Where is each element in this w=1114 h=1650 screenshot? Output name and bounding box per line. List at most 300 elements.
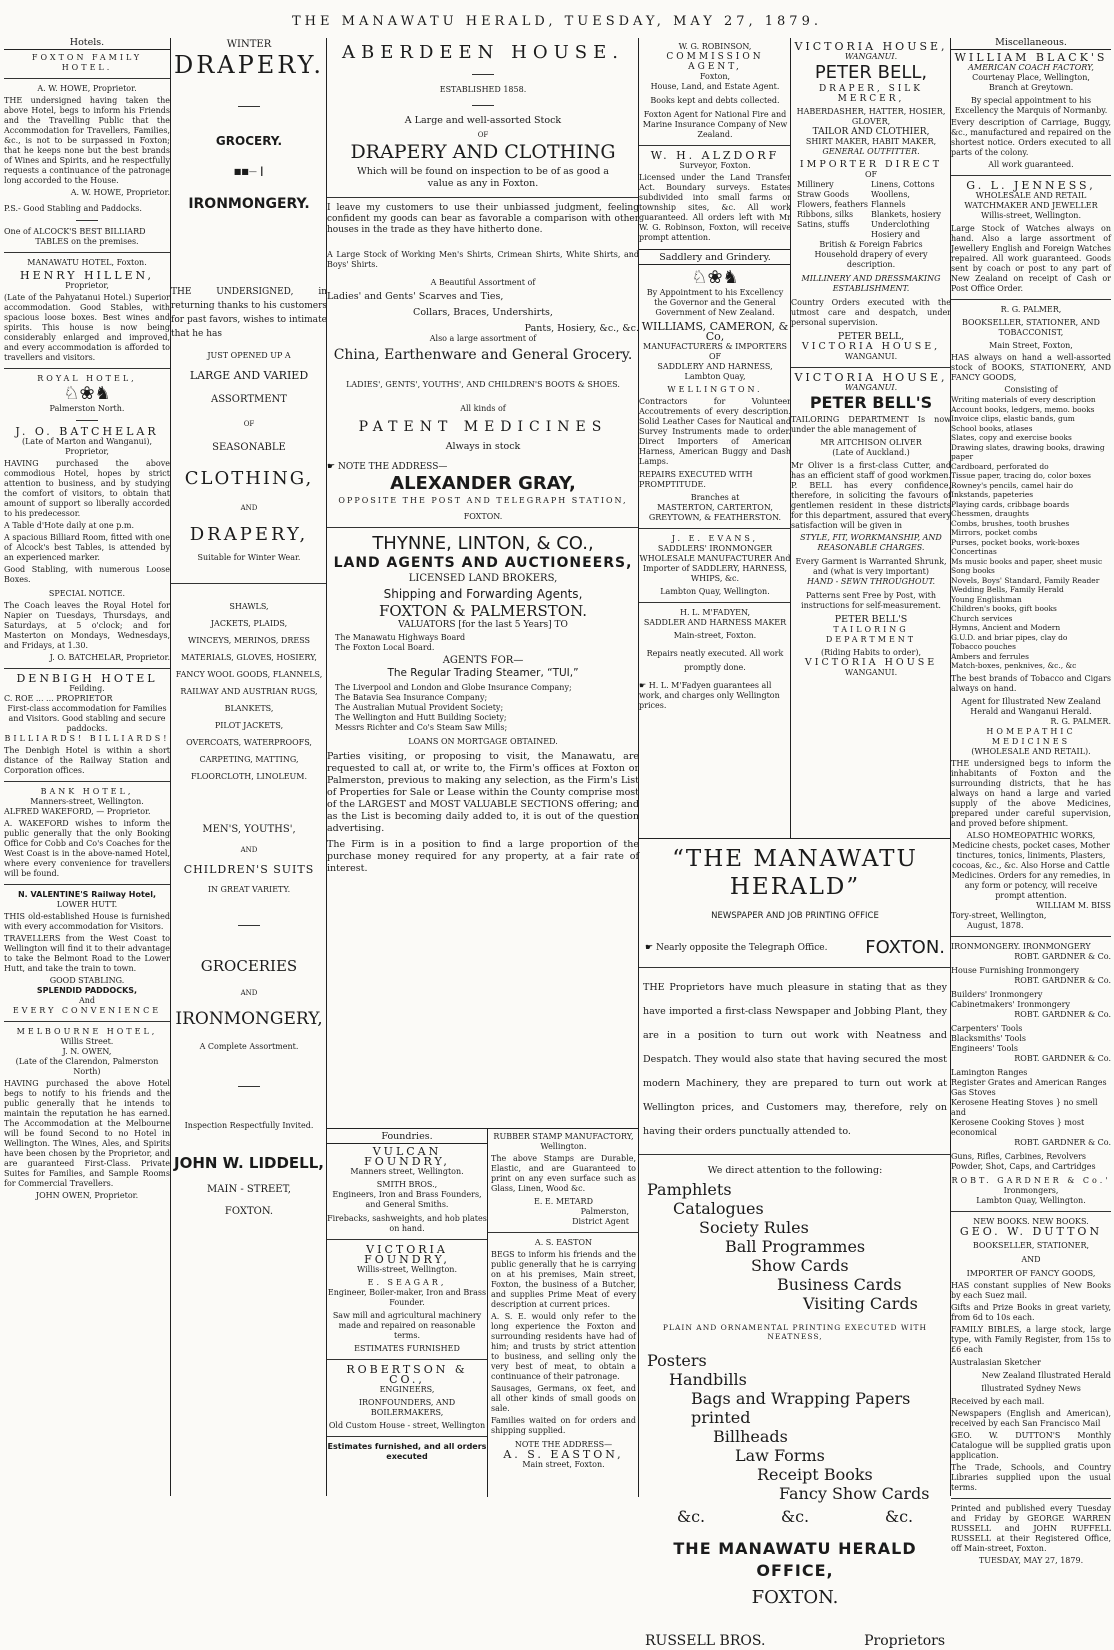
complete-assortment: A Complete Assortment. — [199, 1042, 299, 1051]
herald-etc-row — [639, 1507, 951, 1526]
and-label-1: AND — [240, 504, 258, 512]
palmer-sign: R. G. PALMER. — [1050, 716, 1111, 726]
pointing-hand-icon: ☛ — [327, 462, 338, 472]
stationery-item: Writing materials of every description — [951, 395, 1096, 404]
note-address — [327, 462, 639, 472]
print-item: Visiting Cards — [803, 1294, 918, 1313]
billiard-line-2: TABLES on the premises. — [35, 237, 139, 246]
foxton-ps: P.S.- Good Stabling and Paddocks. — [4, 204, 142, 213]
companies-list — [327, 683, 639, 733]
peter-bells-title: PETER BELL'S — [809, 393, 933, 412]
goods-right — [871, 180, 945, 240]
stationery-item: Ms music books and paper, sheet music — [951, 556, 1103, 566]
dutton-role: BOOKSELLER, STATIONER, — [972, 1240, 1090, 1250]
palmer-agent: Agent for Illustrated New Zealand Herald and Wanganui Herald. — [961, 696, 1101, 716]
hillen-name: HENRY HILLEN, — [20, 269, 154, 282]
print-item: Law Forms — [735, 1446, 825, 1465]
drapery-heading: DRAPERY. — [173, 51, 325, 79]
print-item: Catalogues — [673, 1199, 764, 1218]
stationery-item: Rowney's pencils, camel hair do — [951, 480, 1074, 490]
valuators: VALUATORS [for the last 5 Years] TO — [398, 620, 568, 630]
mens-youths: MEN'S, YOUTHS', — [202, 824, 296, 835]
print-item: Fancy Show Cards — [779, 1484, 930, 1503]
column-hotels — [4, 38, 170, 1496]
royal-body: HAVING purchased the above commodious Hotel, hopes by strict attention to business, and by studying the comfort of visitors, to obtain that amount of support so liberally accorded to his predecessor. — [4, 459, 170, 518]
alzdorf-surveyor: Surveyor, Foxton. — [679, 161, 751, 170]
batchelar-late: (Late of Marton and Wanganui), — [22, 437, 152, 446]
general-outfitter: GENERAL OUTFITTER. — [822, 147, 920, 156]
robinson-books: Books kept and debts collected. — [650, 96, 780, 105]
pointing-hand-icon: ☛ — [645, 943, 656, 953]
gardner-head: IRONMONGERY. IRONMONGERY — [951, 941, 1091, 951]
gardner-4: ROBT. GARDNER & Co. — [1014, 1053, 1111, 1063]
seagar-body: Engineer, Boiler-maker, Iron and Brass Founder. — [327, 1288, 487, 1307]
foxton-palmerston: FOXTON & PALMERSTON. — [378, 602, 588, 620]
builders: Builders' Ironmongery — [951, 989, 1043, 999]
patterns-free: Patterns sent Free by Post, with instructions for self-measurement. — [801, 591, 941, 610]
main-street: MAIN - STREET, — [207, 1184, 291, 1195]
denbigh-place: Feilding. — [69, 684, 105, 693]
jenness-name: G. L. JENNESS, — [966, 179, 1096, 192]
boots-shoes: LADIES', GENTS', YOUTHS', AND CHILDREN'S BOOTS & SHOES. — [346, 380, 620, 389]
billiard-line-1: One of ALCOCK'S BEST BILLIARD — [4, 227, 146, 236]
biss-place: Tory-street, Wellington, — [951, 910, 1047, 920]
seasonable-label: SEASONABLE — [212, 442, 286, 453]
childrens-suits: CHILDREN'S SUITS — [183, 863, 315, 876]
print-item: Ball Programmes — [725, 1237, 866, 1256]
valentine-and: And — [78, 996, 96, 1005]
herald-foxton: FOXTON. — [865, 937, 945, 958]
easton-note: NOTE THE ADDRESS— — [514, 1440, 613, 1449]
herald-etc-1: &c. — [676, 1507, 706, 1526]
special-body: The Coach leaves the Royal Hotel for Napier on Tuesdays, Thursdays, and Saturdays, at 5 o'clock; and for Masterton on Mondays, Wednesdays, and Fridays, at 1.30. — [4, 601, 170, 650]
peter-bell-2: PETER BELL, — [837, 331, 905, 342]
wanganui-4: WANGANUI. — [844, 668, 898, 677]
board-item: The Manawatu Highways Board — [335, 633, 466, 642]
biss-name: WILLIAM M. BISS — [1036, 900, 1111, 910]
goods-item: Underclothing — [871, 220, 930, 229]
oliver-body: Mr Oliver is a first-class Cutter, and has an efficient staff of good workmen. P. BELL has every confidence, therefore, in soliciting the favours of gentlemen resident in these districts for this department, assured that every satisfaction will be given in — [791, 461, 951, 530]
saw-mill: Saw mill and agricultural machinery made and repaired on reasonable terms. — [332, 1311, 482, 1340]
shipping-agents: Shipping and Forwarding Agents, — [383, 587, 583, 601]
foxton-label: FOXTON. — [463, 512, 503, 521]
foundries-title: Foundries. — [327, 1132, 487, 1144]
clothing-item: BLANKETS, — [224, 704, 274, 713]
liddell-name: JOHN W. LIDDELL, — [173, 1154, 324, 1172]
black-special: By special appointment to his Excellency the Marquis of Normanby. — [954, 96, 1108, 115]
company-item: Messrs Richter and Co's Steam Saw Mills; — [335, 723, 508, 732]
column-aberdeen — [326, 38, 639, 1496]
alexander-gray: ALEXANDER GRAY, — [390, 473, 576, 494]
stationery-item: Ambers and ferrules — [951, 651, 1029, 661]
clothing-item: WINCEYS, MERINOS, DRESS MATERIALS, GLOVES, HOSIERY, — [181, 636, 317, 662]
biss-date: August, 1878. — [967, 920, 1024, 930]
vulcan-place: Manners street, Wellington. — [350, 1167, 464, 1176]
wellington-label: WELLINGTON. — [667, 385, 763, 394]
clothing-items-list — [171, 598, 327, 785]
herald-direct: We direct attention to the following: — [707, 1165, 883, 1176]
page — [4, 37, 1111, 1649]
stationery-item: Match-boxes, penknives, &c., &c — [951, 661, 1077, 670]
metard-role: District Agent — [572, 1217, 629, 1226]
jenness-watches: Large Stock of Watches always on hand. Also a large assortment of Jewellery English and Foreign Watches repaired. All work guaranteed. Goods sent by coach or post to any part of New Zealand on receipt of Cash or Post Office Order. — [951, 224, 1111, 293]
seagar: E. SEAGAR, — [367, 1278, 447, 1287]
stationery-item: Cardboard, perforated do — [951, 461, 1049, 471]
aberdeen-body: I leave my customers to use their unbiassed judgment, feeling confident my goods can bear as favorable a comparison with other houses in the trade as they have hitherto done. — [327, 203, 639, 235]
herald-opposite-row — [639, 937, 951, 959]
household-drapery: Household drapery of every description. — [814, 250, 928, 269]
thynne-title: THYNNE, LINTON, & CO., — [372, 533, 594, 554]
print-item: Posters — [647, 1351, 707, 1370]
stationery-item: Inkstands, papeteries — [951, 490, 1034, 499]
stationery-item: G.U.D. and briar pipes, clay do — [951, 632, 1068, 642]
easton-body-3: Sausages, Germans, ox feet, and all other kinds of small goods on sale. — [491, 1384, 636, 1413]
gardner-2: ROBT. GARDNER & Co. — [1014, 975, 1111, 985]
column-saddlery — [638, 38, 791, 838]
and-label-2: AND — [240, 846, 258, 854]
gardner-5: ROBT. GARDNER & Co. — [1014, 1137, 1111, 1147]
dutton-gifts: Gifts and Prize Books in great variety, from 6d to 10s each. — [951, 1302, 1111, 1322]
black-name: WILLIAM BLACK'S — [954, 51, 1108, 64]
firebacks: Firebacks, sashweights, and hob plates on hand. — [327, 1214, 487, 1233]
grocery-heading: GROCERY. — [215, 134, 283, 148]
saddlery-title: Saddlery and Grindery. — [639, 249, 791, 265]
loans: LOANS ON MORTGAGE OBTAINED. — [408, 737, 558, 746]
herald-block — [638, 838, 951, 1649]
herald-etc-3: &c. — [884, 1507, 914, 1526]
print-item: Society Rules — [699, 1218, 809, 1237]
column-miscellaneous — [950, 37, 1111, 1565]
valentine-convenience: EVERY CONVENIENCE — [12, 1006, 162, 1015]
appointment: By Appointment to his Excellency the Governor and the General Government of New Zealand. — [646, 288, 784, 317]
column-peter-bell — [790, 38, 951, 838]
foxton-body: THE undersigned having taken the above Hotel, begs to inform his Friends and the Travelling Public that the Accommodation for Travellers, Families, &c., is not to be surpassed in Foxton; that he keeps none but the best brands of Wines and Spirits, and he respectfully requests a continuance of the patronage long accorded to the House. — [4, 96, 170, 185]
wanganui-1: WANGANUI. — [844, 52, 898, 61]
melbourne-title: MELBOURNE HOTEL, — [16, 1027, 158, 1036]
herald-sub: NEWSPAPER AND JOB PRINTING OFFICE — [711, 911, 879, 921]
stationery-item: Children's books, gift books — [951, 604, 1057, 613]
blacksmiths: Blacksmiths' Tools — [951, 1033, 1027, 1043]
valentine-body: THIS old-established House is furnished with every accommodation for Visitors. — [4, 912, 170, 931]
pointing-hand-icon: ☛ — [639, 681, 649, 690]
licensed-brokers: LICENSED LAND BROKERS, — [408, 573, 558, 584]
branch-places: MASTERTON, CARTERTON, GREYTOWN, & FEATHERSTON. — [648, 503, 782, 522]
goods-item: Millinery — [797, 180, 834, 189]
robinson-name: W. G. ROBINSON, — [678, 42, 752, 51]
melbourne-late: (Late of the Clarendon, Palmerston North) — [15, 1057, 159, 1076]
denbigh-billiards: BILLIARDS! BILLIARDS! — [4, 734, 170, 743]
herald-body: THE Proprietors have much pleasure in stating that as they have imported a first-class Newspaper and Jobbing Plant, they are in a position to turn out work with Neatness and Despatch. They would also state that having secured the most modern Machinery, they are prepared to turn out work at Wellington prices, and Customers may, therefore, rely on having their orders punctually attended to. — [643, 982, 947, 1137]
stationery-item: Concertinas — [951, 547, 997, 556]
new-books: NEW BOOKS. NEW BOOKS. — [973, 1216, 1089, 1226]
robertson-custom: Old Custom House - street, Wellington — [328, 1421, 486, 1430]
mfadyen-repairs: Repairs neatly executed. All work promptly done. — [646, 649, 784, 672]
stationery-item: Purses, pocket books, work-boxes — [951, 537, 1080, 547]
vulcan-title: VULCAN FOUNDRY, — [364, 1145, 450, 1168]
beautiful-assortment: A Beautiful Assortment of — [430, 278, 536, 287]
herald-title: “THE MANAWATU HERALD” — [672, 846, 918, 900]
branches-label: Branches at — [690, 493, 740, 502]
of-label: OF — [864, 170, 878, 179]
alzdorf-name: W. H. ALZDORF — [650, 149, 780, 162]
valentine-place: LOWER HUTT. — [56, 900, 118, 909]
jenness-role: WHOLESALE AND RETAIL WATCHMAKER AND JEWELLER — [964, 191, 1098, 210]
aitchison-oliver: MR AITCHISON OLIVER — [820, 438, 922, 447]
tailoring-department: TAILORING DEPARTMENT Is now under the able management of — [791, 415, 951, 434]
goods-item: Blankets, hosiery — [871, 210, 942, 219]
section-title: Hotels. — [4, 38, 170, 50]
dutton-herald: New Zealand Illustrated Herald — [981, 1370, 1111, 1380]
manawatu-hotel-title: MANAWATU HOTEL, Foxton. — [27, 258, 147, 267]
stationery-item: Hymns, Ancient and Modern — [951, 623, 1061, 632]
drapery-clothing: DRAPERY AND CLOTHING — [350, 141, 616, 163]
company-item: The Australian Mutual Provident Society; — [335, 703, 504, 712]
clothing-item: OVERCOATS, WATERPROOFS, — [186, 738, 312, 747]
robertson-engineers: ENGINEERS, — [379, 1385, 435, 1394]
easton-body-2: A. S. E. would only refer to the long experience the Foxton and surrounding residents have had of him; and trusts by strict attention to business, and selling only the very best of meat, to obtain a continuance of their patronage. — [491, 1312, 636, 1381]
mfadyen-body: SADDLER AND HARNESS MAKER — [643, 618, 787, 627]
palmer-items-list — [951, 395, 1111, 671]
goods-item: Ribbons, silks — [797, 210, 854, 219]
melbourne-place: Willis Street. — [60, 1037, 114, 1046]
established: ESTABLISHED 1858. — [439, 85, 527, 94]
melbourne-sign: JOHN OWEN, Proprietor. — [35, 1191, 139, 1200]
aberdeen-title: ABERDEEN HOUSE. — [342, 42, 624, 63]
stationery-item: Account books, ledgers, memo. books — [951, 404, 1095, 414]
undersigned-body: THE UNDERSIGNED, in returning thanks to his customers for past favors, wishes to intimate that he has — [171, 287, 327, 339]
commission-agent: COMMISSION AGENT, — [666, 52, 764, 72]
mfadyen-guarantee — [639, 681, 791, 711]
herald-plain: PLAIN AND ORNAMENTAL PRINTING EXECUTED WITH NEATNESS, — [662, 1323, 928, 1341]
clothing-heading: CLOTHING, — [184, 468, 314, 489]
pants-text: Pants, Hosiery, &c., &c. — [524, 323, 639, 334]
just-opened: JUST OPENED UP A — [207, 351, 291, 360]
house-furnishing: House Furnishing Ironmongery — [951, 965, 1079, 975]
bank-proprietor: ALFRED WAKEFORD, — Proprietor. — [4, 807, 151, 816]
easton-body: BEGS to inform his friends and the public generally that he is carrying on at his premises, Main street, Foxton, the business of a Butcher, and supplies Prime Meat of every description at current prices. — [491, 1250, 636, 1309]
palmer-tobacco: The best brands of Tobacco and Cigars always on hand. — [951, 673, 1111, 693]
melbourne-body: HAVING purchased the above Hotel begs to notify to his friends and the public generally that he intends to maintain the reputation he has earned. The Accommodation at the Melbourne will be found Second to no Hotel in Wellington. The Wines, Ales, and Spirits have been chosen by the Proprietor, and are guaranteed First-Class. Private Suites for Families, and Sample Rooms for Commercial Travellers. — [4, 1079, 170, 1188]
victoria-place: Willis-street, Wellington. — [356, 1265, 458, 1274]
dutton-catalogue: GEO. W. DUTTON'S Monthly Catalogue will be supplied gratis upon application. — [951, 1430, 1111, 1460]
china-grocery: China, Earthenware and General Grocery. — [333, 347, 633, 363]
homeopathic-wholesale: (WHOLESALE AND RETAIL). — [971, 746, 1091, 756]
rubber-body: The above Stamps are Durable, Elastic, and are Guaranteed to print on any even surface such as Glass, Linen, Wood &c. — [491, 1154, 636, 1193]
guns: Guns, Rifles, Carbines, Revolvers — [951, 1151, 1087, 1161]
ironmongers: Ironmongers, — [1003, 1185, 1059, 1195]
gardner-6: ROBT. GARDNER & Co.' — [951, 1175, 1111, 1185]
stock-label: A Large and well-assorted Stock — [404, 115, 562, 126]
gardner-lambton: Lambton Quay, Wellington. — [976, 1195, 1086, 1205]
hillen-body: (Late of the Pahyatanui Hotel.) Superior accommodation. Good Stables, with spacious loose boxes. Best wines and spirits. This house is now being considerably enlarged and improved, and every accommodation is afforded to travellers and visitors. — [4, 293, 170, 362]
of-label: OF — [708, 352, 722, 361]
stationery-item: Song books — [951, 566, 995, 575]
print-item: Handbills — [669, 1370, 747, 1389]
robinson-foxton: Foxton, — [699, 72, 731, 81]
easton-box — [488, 1128, 639, 1497]
carpenters: Carpenters' Tools — [951, 1023, 1023, 1033]
goods-item: Satins, stuffs — [797, 220, 850, 229]
stationery-item: Mirrors, pocket combs — [951, 528, 1038, 537]
valentine-paddocks: SPLENDID PADDOCKS, — [36, 986, 138, 995]
print-item: Show Cards — [751, 1256, 849, 1275]
company-item: The Batavia Sea Insurance Company; — [335, 693, 488, 702]
draper-silk: DRAPER, SILK MERCER, — [818, 84, 924, 104]
scarves-text: Ladies' and Gents' Scarves and Ties, — [327, 291, 504, 302]
denbigh-note: The Denbigh Hotel is within a short distance of the Railway Station and Corporation offices. — [4, 746, 170, 775]
special-notice: SPECIAL NOTICE. — [48, 589, 126, 598]
stationery-item: Invoice clips, elastic bands, gum — [951, 414, 1075, 423]
stationery-item: Tobacco pouches — [951, 642, 1016, 651]
melbourne-owner: J. N. OWEN, — [62, 1047, 112, 1056]
dutton-sydney: Illustrated Sydney News — [981, 1383, 1081, 1393]
land-agents: LAND AGENTS AND AUCTIONEERS, — [333, 555, 633, 571]
williams-cameron: WILLIAMS, CAMERON, & Co, — [641, 320, 789, 343]
masthead: THE MANAWATU HERALD, TUESDAY, MAY 27, 1879. — [292, 14, 822, 29]
gas-stoves: Gas Stoves — [951, 1087, 996, 1097]
riding-habits: (Riding Habits to order), — [820, 648, 922, 657]
every-garment: Every Garment is Warranted Shrunk, and (what is very important) — [795, 557, 947, 576]
batchelar-name: J. O. BATCHELAR — [15, 425, 159, 438]
style-fit: STYLE, FIT, WORKMANSHIP, AND REASONABLE CHARGES. — [800, 533, 942, 552]
great-variety: IN GREAT VARIETY. — [207, 885, 291, 894]
boards-list — [327, 633, 639, 653]
dutton-received: Received by each mail. — [951, 1396, 1045, 1406]
company-item: The Wellington and Hutt Building Society; — [335, 713, 507, 722]
stationery-item: Combs, brushes, tooth brushes — [951, 518, 1070, 528]
print-item: Bags and Wrapping Papers printed — [691, 1389, 911, 1427]
valentine-title: N. VALENTINE'S Railway Hotel, — [17, 890, 156, 899]
collars-text: Collars, Braces, Undershirts, — [413, 307, 553, 318]
parties-text: Parties visiting, or proposing to visit, the Manawatu, are requested to call at, or write to, the Firm's offices at Foxton or Palmerston, previous to making any selection, as the Firm's List of Properties for Sale or Lease within the County comprise most of the LARGEST and MOST VALUABLE SECTIONS offering; and as the List is becoming daily added to, it is out of the question advertising. — [327, 751, 639, 834]
dutton-and: AND — [1021, 1254, 1041, 1264]
assortment-label: ASSORTMENT — [211, 394, 287, 405]
shirts-text: A Large Stock of Working Men's Shirts, Crimean Shirts, White Shirts, and Boys' Shirts. — [327, 250, 639, 269]
homeopathic-body: THE undersigned begs to inform the inhabitants of Foxton and the surrounding districts, that he has always on hand a large and varied supply of the above Medicines, prepared under careful supervision, and proved before shipment. — [951, 758, 1111, 828]
hand-sewn: HAND - SEWN THROUGHOUT. — [806, 577, 936, 586]
easton-body-4: Families waited on for orders and shipping supplied. — [491, 1416, 636, 1435]
ironmongery-heading: IRONMONGERY. — [188, 196, 310, 212]
evans-place: Lambton Quay, Wellington. — [660, 587, 770, 596]
inspection-text: Which will be found on inspection to be of as good a value as any in Foxton. — [357, 166, 609, 189]
imprint-date: TUESDAY, MAY 27, 1879. — [978, 1555, 1084, 1565]
patent-medicines: PATENT MEDICINES — [358, 419, 608, 435]
powder: Powder, Shot, Caps, and Cartridges — [951, 1161, 1096, 1171]
goods-item: Straw Goods — [797, 190, 849, 199]
millinery: MILLINERY AND DRESSMAKING ESTABLISHMENT. — [801, 274, 941, 293]
denbigh-proprietor: C. ROE ... ... PROPRIETOR — [4, 694, 113, 703]
print-item: Pamphlets — [647, 1180, 732, 1199]
palmer-name: R. G. PALMER, — [1000, 305, 1062, 314]
stationery-item: Playing cards, cribbage boards — [951, 499, 1070, 509]
stationery-item: Slates, copy and exercise books — [951, 433, 1072, 442]
dutton-importer: IMPORTER OF FANCY GOODS, — [966, 1268, 1096, 1278]
victoria-house-4: VICTORIA HOUSE — [804, 657, 938, 668]
foxton-hotel-title: FOXTON FAMILY HOTEL. — [31, 53, 143, 72]
kerosene-1: Kerosene Heating Stoves } no smell and — [951, 1097, 1098, 1117]
foxton-sign: A. W. HOWE, Proprietor. — [70, 188, 170, 197]
palmer-body: HAS always on hand a well-assorted stock of BOOKS, STATIONERY, AND FANCY GOODS, — [951, 353, 1111, 382]
goods-item: Flowers, feathers — [797, 200, 869, 209]
smith-bros: SMITH BROS., — [376, 1180, 438, 1189]
stationery-item: Tissue paper, tracing do, color boxes — [951, 471, 1091, 480]
print-item: Billheads — [713, 1427, 788, 1446]
royal-arms-icon-2: ♘❀♞ — [691, 267, 739, 288]
dutton-newspapers: Newspapers (English and American), received by each San Francisco Mail — [951, 1408, 1111, 1428]
goods-item: Linens, Cottons — [871, 180, 935, 189]
wanganui-2: WANGANUI. — [844, 352, 898, 361]
always-stock: Always in stock — [445, 441, 521, 452]
gardner-1: ROBT. GARDNER & Co. — [1014, 951, 1111, 961]
inspection-invited: Inspection Respectfully Invited. — [184, 1121, 314, 1130]
of-label: OF — [477, 131, 489, 139]
agents-for: AGENTS FOR— — [442, 655, 524, 666]
repairs-prompt: REPAIRS EXECUTED WITH PROMPTITUDE. — [639, 470, 753, 489]
robertson-iron: IRONFOUNDERS, AND BOILERMAKERS, — [358, 1398, 456, 1417]
clothing-item: CARPETING, MATTING, FLOORCLOTH, LINOLEUM. — [190, 755, 308, 781]
valentine-good-stabling: GOOD STABLING. — [49, 976, 125, 985]
clothing-item: PILOT JACKETS, — [214, 721, 284, 730]
american-coach: AMERICAN COACH FACTORY, — [968, 63, 1094, 72]
dutton-name: GEO. W. DUTTON — [959, 1224, 1103, 1238]
large-varied: LARGE AND VARIED — [189, 369, 309, 382]
imprint: Printed and published every Tuesday and Friday by GEORGE WARREN RUSSELL and JOHN RUFFELL RUSSELL at their Registered Office, off Main-street, Foxton. — [951, 1503, 1111, 1553]
stationery-item: Young Englishman — [951, 594, 1022, 604]
mfadyen-place: Main-street, Foxton. — [673, 631, 757, 640]
rubber-title: RUBBER STAMP MANUFACTORY, — [493, 1132, 634, 1141]
stationery-item: Wedding Bells, Family Herald — [951, 585, 1064, 594]
dutton-body: HAS constant supplies of New Books by each Suez mail. — [951, 1280, 1111, 1300]
country-orders: Country Orders executed with the utmost care and despatch, under personal supervision. — [791, 298, 951, 327]
grates: Register Grates and American Ranges — [951, 1077, 1107, 1087]
robinson-house: House, Land, and Estate Agent. — [650, 82, 780, 91]
herald-foxton-2: FOXTON. — [751, 1587, 839, 1608]
and-label-3: AND — [240, 989, 258, 997]
cabinetmakers: Cabinetmakers' Ironmongery — [951, 999, 1070, 1009]
victoria-house-1: VICTORIA HOUSE, — [794, 40, 948, 53]
homeopathic-also: ALSO HOMEOPATHIC WORKS, Medicine chests, pocket cases, Mother tinctures, tonics, liniments, Plasters, cocoas, &c., &c. Also Horse and Cattle Medicines. Orders for any remedies, in any form or potency, will receive prompt attention. — [951, 830, 1111, 900]
hillen-proprietor: Proprietor, — [65, 281, 109, 290]
suitable-label: Suitable for Winter Wear. — [197, 553, 301, 562]
bank-place: Manners-street, Wellington. — [30, 797, 144, 806]
robinson-agent: Foxton Agent for National Fire and Marine Insurance Company of New Zealand. — [642, 110, 788, 139]
kerosene-2: Kerosene Cooking Stoves } most economical — [951, 1117, 1085, 1137]
peter-bells-2: PETER BELL'S — [834, 614, 908, 625]
evans-name: J. E. EVANS, — [671, 534, 759, 543]
royal-arms-icon: ♘❀♞ — [63, 383, 111, 404]
shirt-maker: SHIRT MAKER, HABIT MAKER, — [805, 137, 937, 146]
firm-text: The Firm is in a position to find a large proportion of the purchase money required for any property, at a fair rate of interest. — [327, 839, 639, 874]
haberdasher: HABERDASHER, HATTER, HOSIER, GLOVER, — [796, 107, 946, 126]
denbigh-title: DENBIGH HOTEL — [16, 672, 158, 685]
print-item: Business Cards — [777, 1275, 902, 1294]
royal-table: A Table d'Hote daily at one p.m. — [4, 521, 135, 530]
evans-body: SADDLERS' IRONMONGER WHOLESALE MANUFACTURER And Importer of SADDLERY, HARNESS, WHIPS, &c. — [639, 544, 791, 583]
foundries-box — [327, 1128, 488, 1497]
herald-opposite — [645, 943, 827, 953]
stationery-item: Chessmen, draughts — [951, 509, 1030, 518]
ironmongery-heading-2: IRONMONGERY, — [175, 1009, 323, 1029]
dutton-bibles: FAMILY BIBLES, a large stock, large type, with Family Register, from 15s to £6 each — [951, 1324, 1111, 1354]
saddlery-harness: SADDLERY AND HARNESS, — [657, 362, 773, 371]
goods-item: Hosiery and — [871, 230, 921, 239]
black-place: Courtenay Place, Wellington, — [972, 73, 1090, 82]
herald-opposite-text: Nearly opposite the Telegraph Office. — [655, 943, 828, 953]
wanganui-3: WANGANUI. — [844, 383, 898, 392]
lamington: Lamington Ranges — [951, 1067, 1028, 1077]
foxton-town: FOXTON. — [224, 1206, 274, 1217]
robertson: ROBERTSON & CO., — [346, 1363, 468, 1386]
